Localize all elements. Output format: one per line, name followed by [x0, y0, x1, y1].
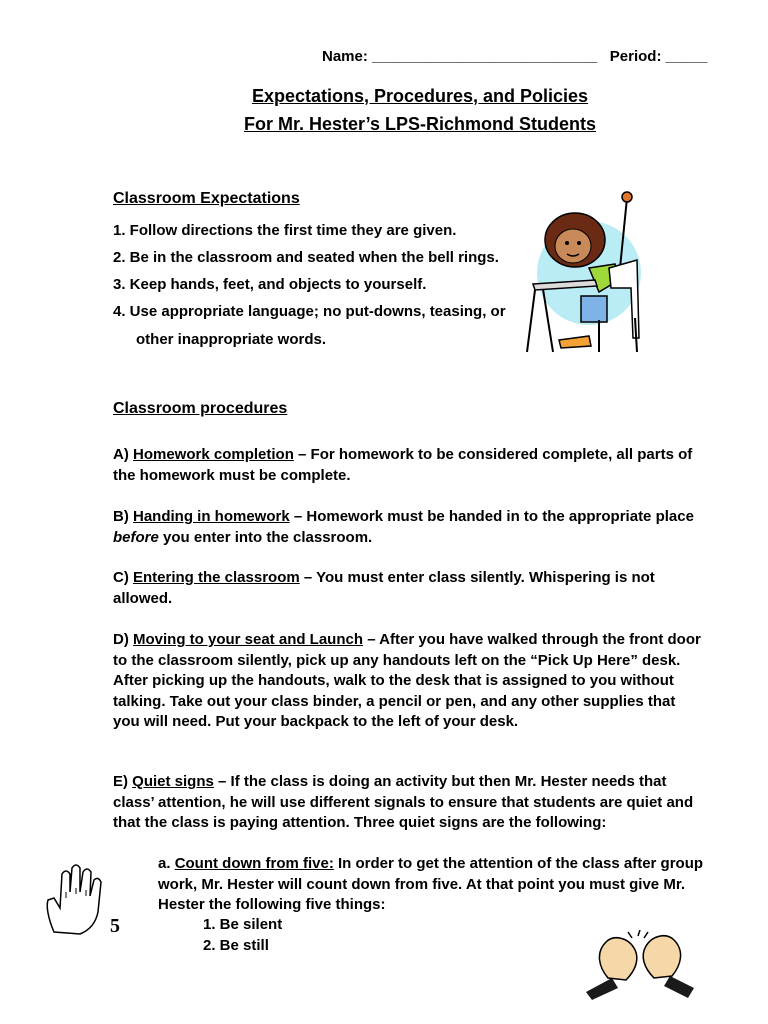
procedure-c-text: – You must enter class silently. Whispering is not allowed. — [113, 569, 655, 607]
raised-hand-image — [40, 862, 112, 938]
procedure-a-prefix: A) — [113, 446, 133, 463]
procedure-e-term: Quiet signs — [132, 773, 214, 790]
procedure-e-sub-a — [158, 854, 728, 916]
procedure-b-emphasis: before — [113, 528, 159, 546]
procedure-b-term: Handing in homework — [133, 508, 290, 525]
procedure-e-sub-a-prefix: a. — [158, 855, 175, 872]
procedure-d-prefix: D) — [113, 631, 133, 648]
sub-item-be-still: 2. Be still — [203, 937, 269, 954]
expectation-item-2: 2. Be in the classroom and seated when the bell rings. — [113, 249, 499, 266]
name-period-line: Name: ___________________________ Period: _____ — [322, 48, 708, 65]
procedure-d-text: – After you have walked through the front door to the classroom silently, pick up any handouts left on the “Pick Up Here” desk. After picking up the handouts, walk to the desk that is assigned to you without talking. Take out your class binder, a pencil or pen, and any other supplies that you will need. Put your backpack to the left of your desk. — [113, 631, 701, 730]
procedure-e-sub-a-text: In order to get the attention of the class after group work, Mr. Hester will count down from five. At that point you must give Mr. Hester the following five things: — [158, 855, 704, 913]
procedure-e-sub-a-term: Count down from five: — [174, 855, 334, 872]
procedure-b-text1: – Homework must be handed in to the appropriate place — [289, 508, 694, 525]
expectation-item-4: 4. Use appropriate language; no put-downs, teasing, or — [113, 303, 506, 320]
procedure-b-text2: you enter into the classroom. — [158, 528, 373, 546]
procedure-c-prefix: C) — [113, 569, 133, 586]
procedures-heading: Classroom procedures — [113, 400, 288, 417]
page-title-line1: Expectations, Procedures, and Policies — [251, 86, 589, 106]
expectations-heading: Classroom Expectations — [113, 190, 300, 207]
procedure-d-term: Moving to your seat and Launch — [133, 631, 364, 648]
procedure-c-term: Entering the classroom — [133, 569, 300, 586]
procedure-a — [113, 445, 698, 486]
procedure-d — [113, 630, 703, 733]
student-at-desk-image — [515, 188, 645, 356]
procedure-a-text: – For homework to be considered complete, all parts of the homework must be complete. — [113, 446, 693, 484]
procedure-a-term: Homework completion — [133, 446, 294, 463]
sub-item-be-silent: 1. Be silent — [203, 916, 283, 933]
procedure-e-text: – If the class is doing an activity but then Mr. Hester needs that class’ attention, he will use different signals to ensure that students are quiet and that the class is paying attention. Three quiet signs are the following: — [113, 773, 694, 831]
procedure-e-prefix: E) — [113, 773, 133, 790]
procedure-c — [113, 568, 698, 609]
expectation-item-1: 1. Follow directions the first time they are given. — [113, 222, 457, 239]
clapping-hands-image — [578, 930, 702, 1004]
procedure-e — [113, 772, 698, 834]
page-title-line2: For Mr. Hester’s LPS-Richmond Students — [243, 114, 597, 134]
procedure-b — [113, 507, 698, 548]
hand-count-label: 5 — [110, 915, 120, 937]
procedure-b-prefix: B) — [113, 508, 133, 525]
expectation-item-4-continued: other inappropriate words. — [136, 331, 327, 348]
expectation-item-3: 3. Keep hands, feet, and objects to yourself. — [113, 276, 427, 293]
